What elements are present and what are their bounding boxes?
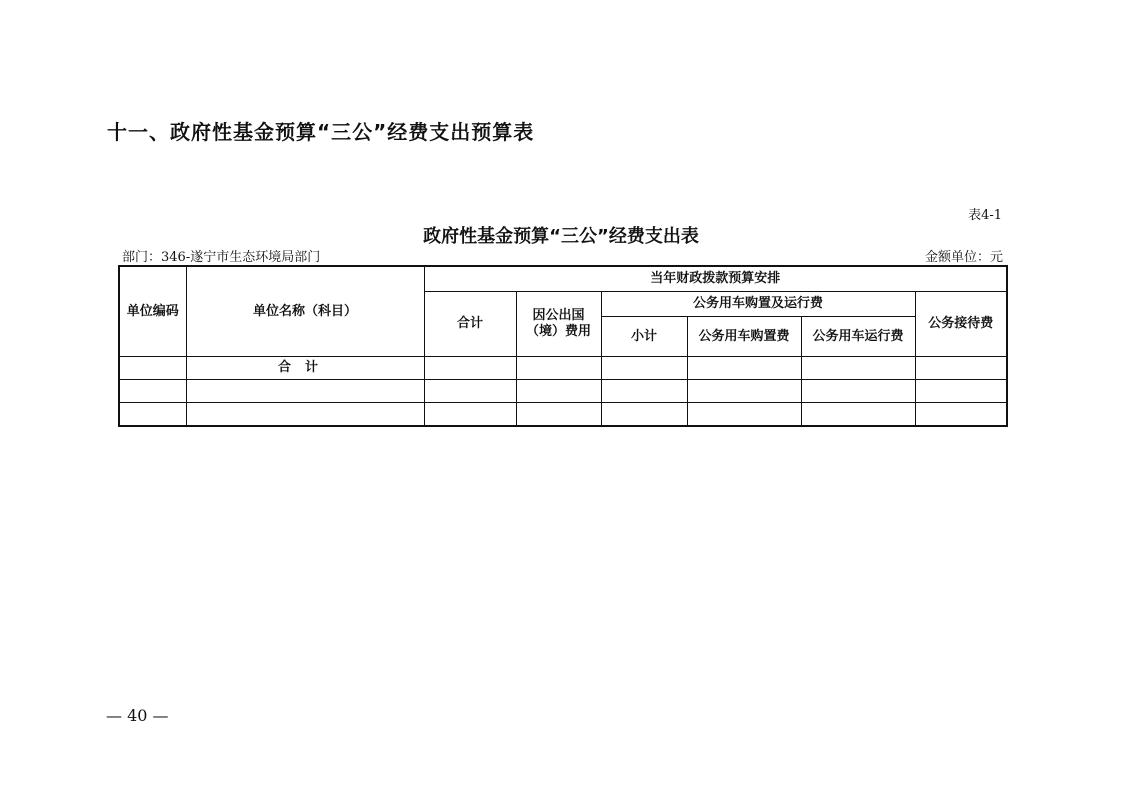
- cell-vehicle-purchase: [687, 357, 801, 380]
- cell-reception: [915, 403, 1007, 427]
- cell-unit-name: [186, 380, 424, 403]
- cell-unit-name: 合计: [186, 357, 424, 380]
- cell-reception: [915, 380, 1007, 403]
- header-vehicle-purchase: 公务用车购置费: [687, 317, 801, 357]
- table-number: 表4-1: [968, 208, 1002, 223]
- cell-vehicle-purchase: [687, 380, 801, 403]
- cell-total: [424, 380, 516, 403]
- page-number: — 40 —: [106, 706, 169, 725]
- cell-overseas: [516, 403, 601, 427]
- cell-vehicle-operation: [801, 357, 915, 380]
- cell-reception: [915, 357, 1007, 380]
- header-subtotal: 小计: [601, 317, 687, 357]
- header-vehicle-operation: 公务用车运行费: [801, 317, 915, 357]
- header-overseas-line1: 因公出国: [532, 308, 585, 323]
- cell-subtotal: [601, 357, 687, 380]
- department-label: 部门：346-遂宁市生态环境局部门: [122, 250, 321, 265]
- cell-vehicle-operation: [801, 380, 915, 403]
- cell-subtotal: [601, 380, 687, 403]
- header-overseas-line2: （境）费用: [525, 324, 591, 339]
- cell-unit-code: [119, 357, 186, 380]
- header-overseas: [516, 292, 601, 357]
- header-total: 合计: [424, 292, 516, 357]
- header-reception: 公务接待费: [915, 292, 1007, 357]
- table-row: [119, 357, 1007, 380]
- amount-unit-label: 金额单位：元: [924, 250, 1003, 265]
- cell-subtotal: [601, 403, 687, 427]
- cell-unit-code: [119, 380, 186, 403]
- header-current-year: 当年财政拨款预算安排: [424, 266, 1007, 292]
- section-heading: 十一、政府性基金预算“三公”经费支出预算表: [107, 120, 535, 144]
- cell-unit-name: [186, 403, 424, 427]
- cell-overseas: [516, 357, 601, 380]
- cell-vehicle-purchase: [687, 403, 801, 427]
- header-vehicle: 公务用车购置及运行费: [601, 292, 915, 317]
- cell-overseas: [516, 380, 601, 403]
- table-row: [119, 403, 1007, 427]
- header-unit-code: 单位编码: [119, 266, 186, 357]
- header-unit-name: 单位名称（科目）: [186, 266, 424, 357]
- budget-table: [118, 265, 1008, 427]
- table-row: [119, 380, 1007, 403]
- cell-total: [424, 403, 516, 427]
- table-title: 政府性基金预算“三公”经费支出表: [423, 226, 699, 247]
- cell-total: [424, 357, 516, 380]
- cell-unit-code: [119, 403, 186, 427]
- cell-vehicle-operation: [801, 403, 915, 427]
